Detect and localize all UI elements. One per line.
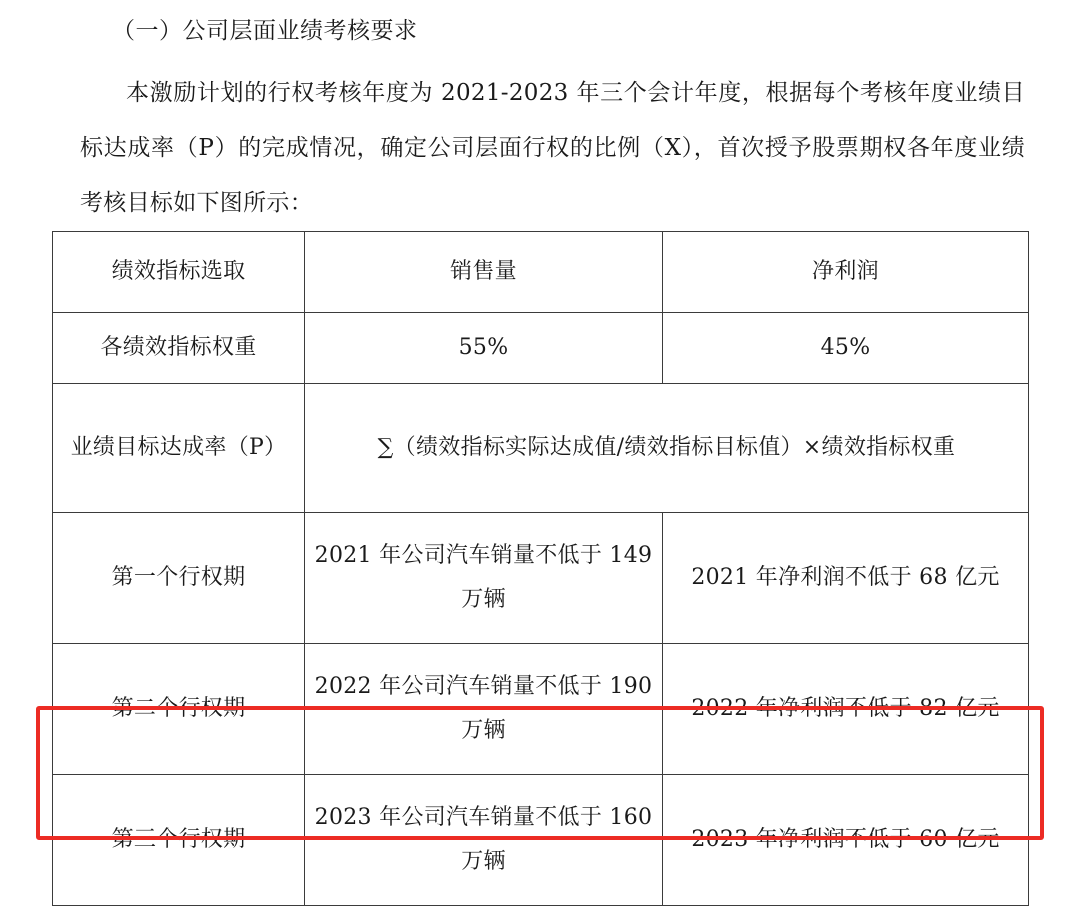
table-row [53, 313, 1029, 384]
performance-target-table [52, 231, 1029, 906]
body-paragraph: 本激励计划的行权考核年度为 2021-2023 年三个会计年度，根据每个考核年度业绩目标达成率（P）的完成情况，确定公司层面行权的比例（X），首次授予股票期权各年度业绩考核目标如下图所示： [80, 80, 1025, 216]
table-row [53, 775, 1029, 906]
cell-profit-weight: 45% [663, 313, 1029, 384]
cell-sales-weight: 55% [305, 313, 663, 384]
cell-period-1-profit: 2021 年净利润不低于 68 亿元 [663, 513, 1029, 644]
table-row [53, 232, 1029, 313]
cell-achievement-rate-label: 业绩目标达成率（P） [53, 384, 305, 513]
cell-achievement-formula: ∑（绩效指标实际达成值/绩效指标目标值）×绩效指标权重 [305, 384, 1029, 513]
cell-sales-header: 销售量 [305, 232, 663, 313]
cell-period-3-profit: 2023 年净利润不低于 60 亿元 [663, 775, 1029, 906]
table-row [53, 384, 1029, 513]
table-row [53, 644, 1029, 775]
cell-period-3-sales: 2023 年公司汽车销量不低于 160 万辆 [305, 775, 663, 906]
cell-profit-header: 净利润 [663, 232, 1029, 313]
table-row [53, 513, 1029, 644]
cell-period-3-label: 第三个行权期 [53, 775, 305, 906]
cell-period-1-label: 第一个行权期 [53, 513, 305, 644]
cell-period-1-sales: 2021 年公司汽车销量不低于 149 万辆 [305, 513, 663, 644]
cell-metric-label: 绩效指标选取 [53, 232, 305, 313]
cell-period-2-sales: 2022 年公司汽车销量不低于 190 万辆 [305, 644, 663, 775]
section-heading: （一）公司层面业绩考核要求 [112, 18, 418, 44]
cell-weight-label: 各绩效指标权重 [53, 313, 305, 384]
cell-period-2-profit: 2022 年净利润不低于 82 亿元 [663, 644, 1029, 775]
cell-period-2-label: 第二个行权期 [53, 644, 305, 775]
